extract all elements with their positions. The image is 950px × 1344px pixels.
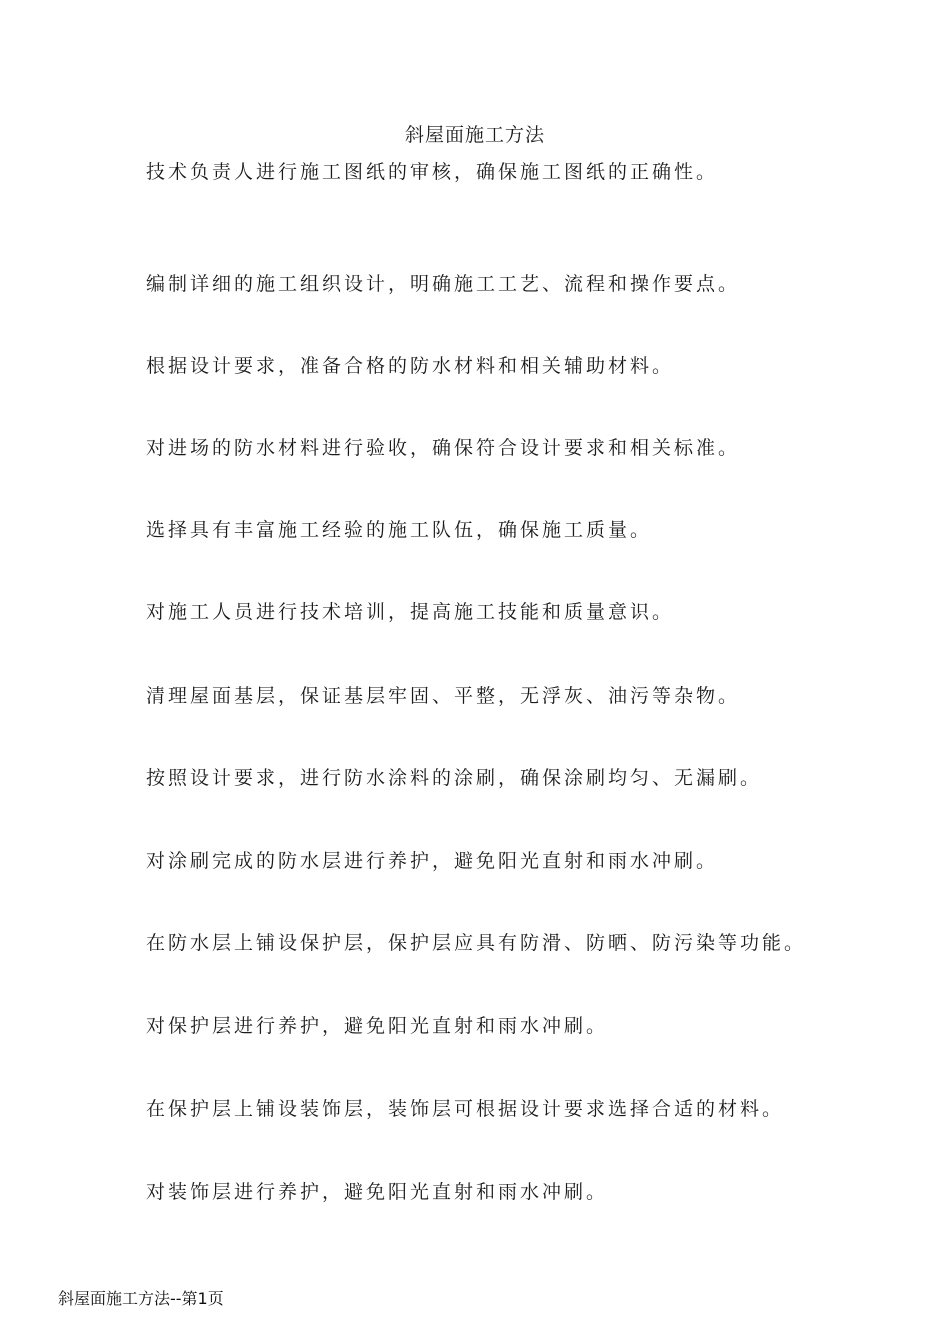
- paragraph-3: 根据设计要求，准备合格的防水材料和相关辅助材料。: [146, 355, 675, 377]
- paragraph-4: 对进场的防水材料进行验收，确保符合设计要求和相关标准。: [146, 437, 741, 459]
- paragraph-5: 选择具有丰富施工经验的施工队伍，确保施工质量。: [146, 519, 653, 541]
- paragraph-8: 按照设计要求，进行防水涂料的涂刷，确保涂刷均匀、无漏刷。: [146, 767, 763, 789]
- paragraph-13: 对装饰层进行养护，避免阳光直射和雨水冲刷。: [146, 1181, 609, 1203]
- document-title: 斜屋面施工方法: [404, 124, 545, 146]
- paragraph-10: 在防水层上铺设保护层，保护层应具有防滑、防晒、防污染等功能。: [146, 932, 807, 954]
- paragraph-6: 对施工人员进行技术培训，提高施工技能和质量意识。: [146, 601, 675, 623]
- paragraph-11: 对保护层进行养护，避免阳光直射和雨水冲刷。: [146, 1015, 609, 1037]
- page-footer: 斜屋面施工方法--第1页: [58, 1289, 224, 1308]
- paragraph-7: 清理屋面基层，保证基层牢固、平整，无浮灰、油污等杂物。: [146, 685, 741, 707]
- paragraph-2: 编制详细的施工组织设计，明确施工工艺、流程和操作要点。: [146, 273, 741, 295]
- paragraph-12: 在保护层上铺设装饰层，装饰层可根据设计要求选择合适的材料。: [146, 1098, 785, 1120]
- paragraph-1: 技术负责人进行施工图纸的审核，确保施工图纸的正确性。: [146, 161, 719, 183]
- paragraph-9: 对涂刷完成的防水层进行养护，避免阳光直射和雨水冲刷。: [146, 850, 719, 872]
